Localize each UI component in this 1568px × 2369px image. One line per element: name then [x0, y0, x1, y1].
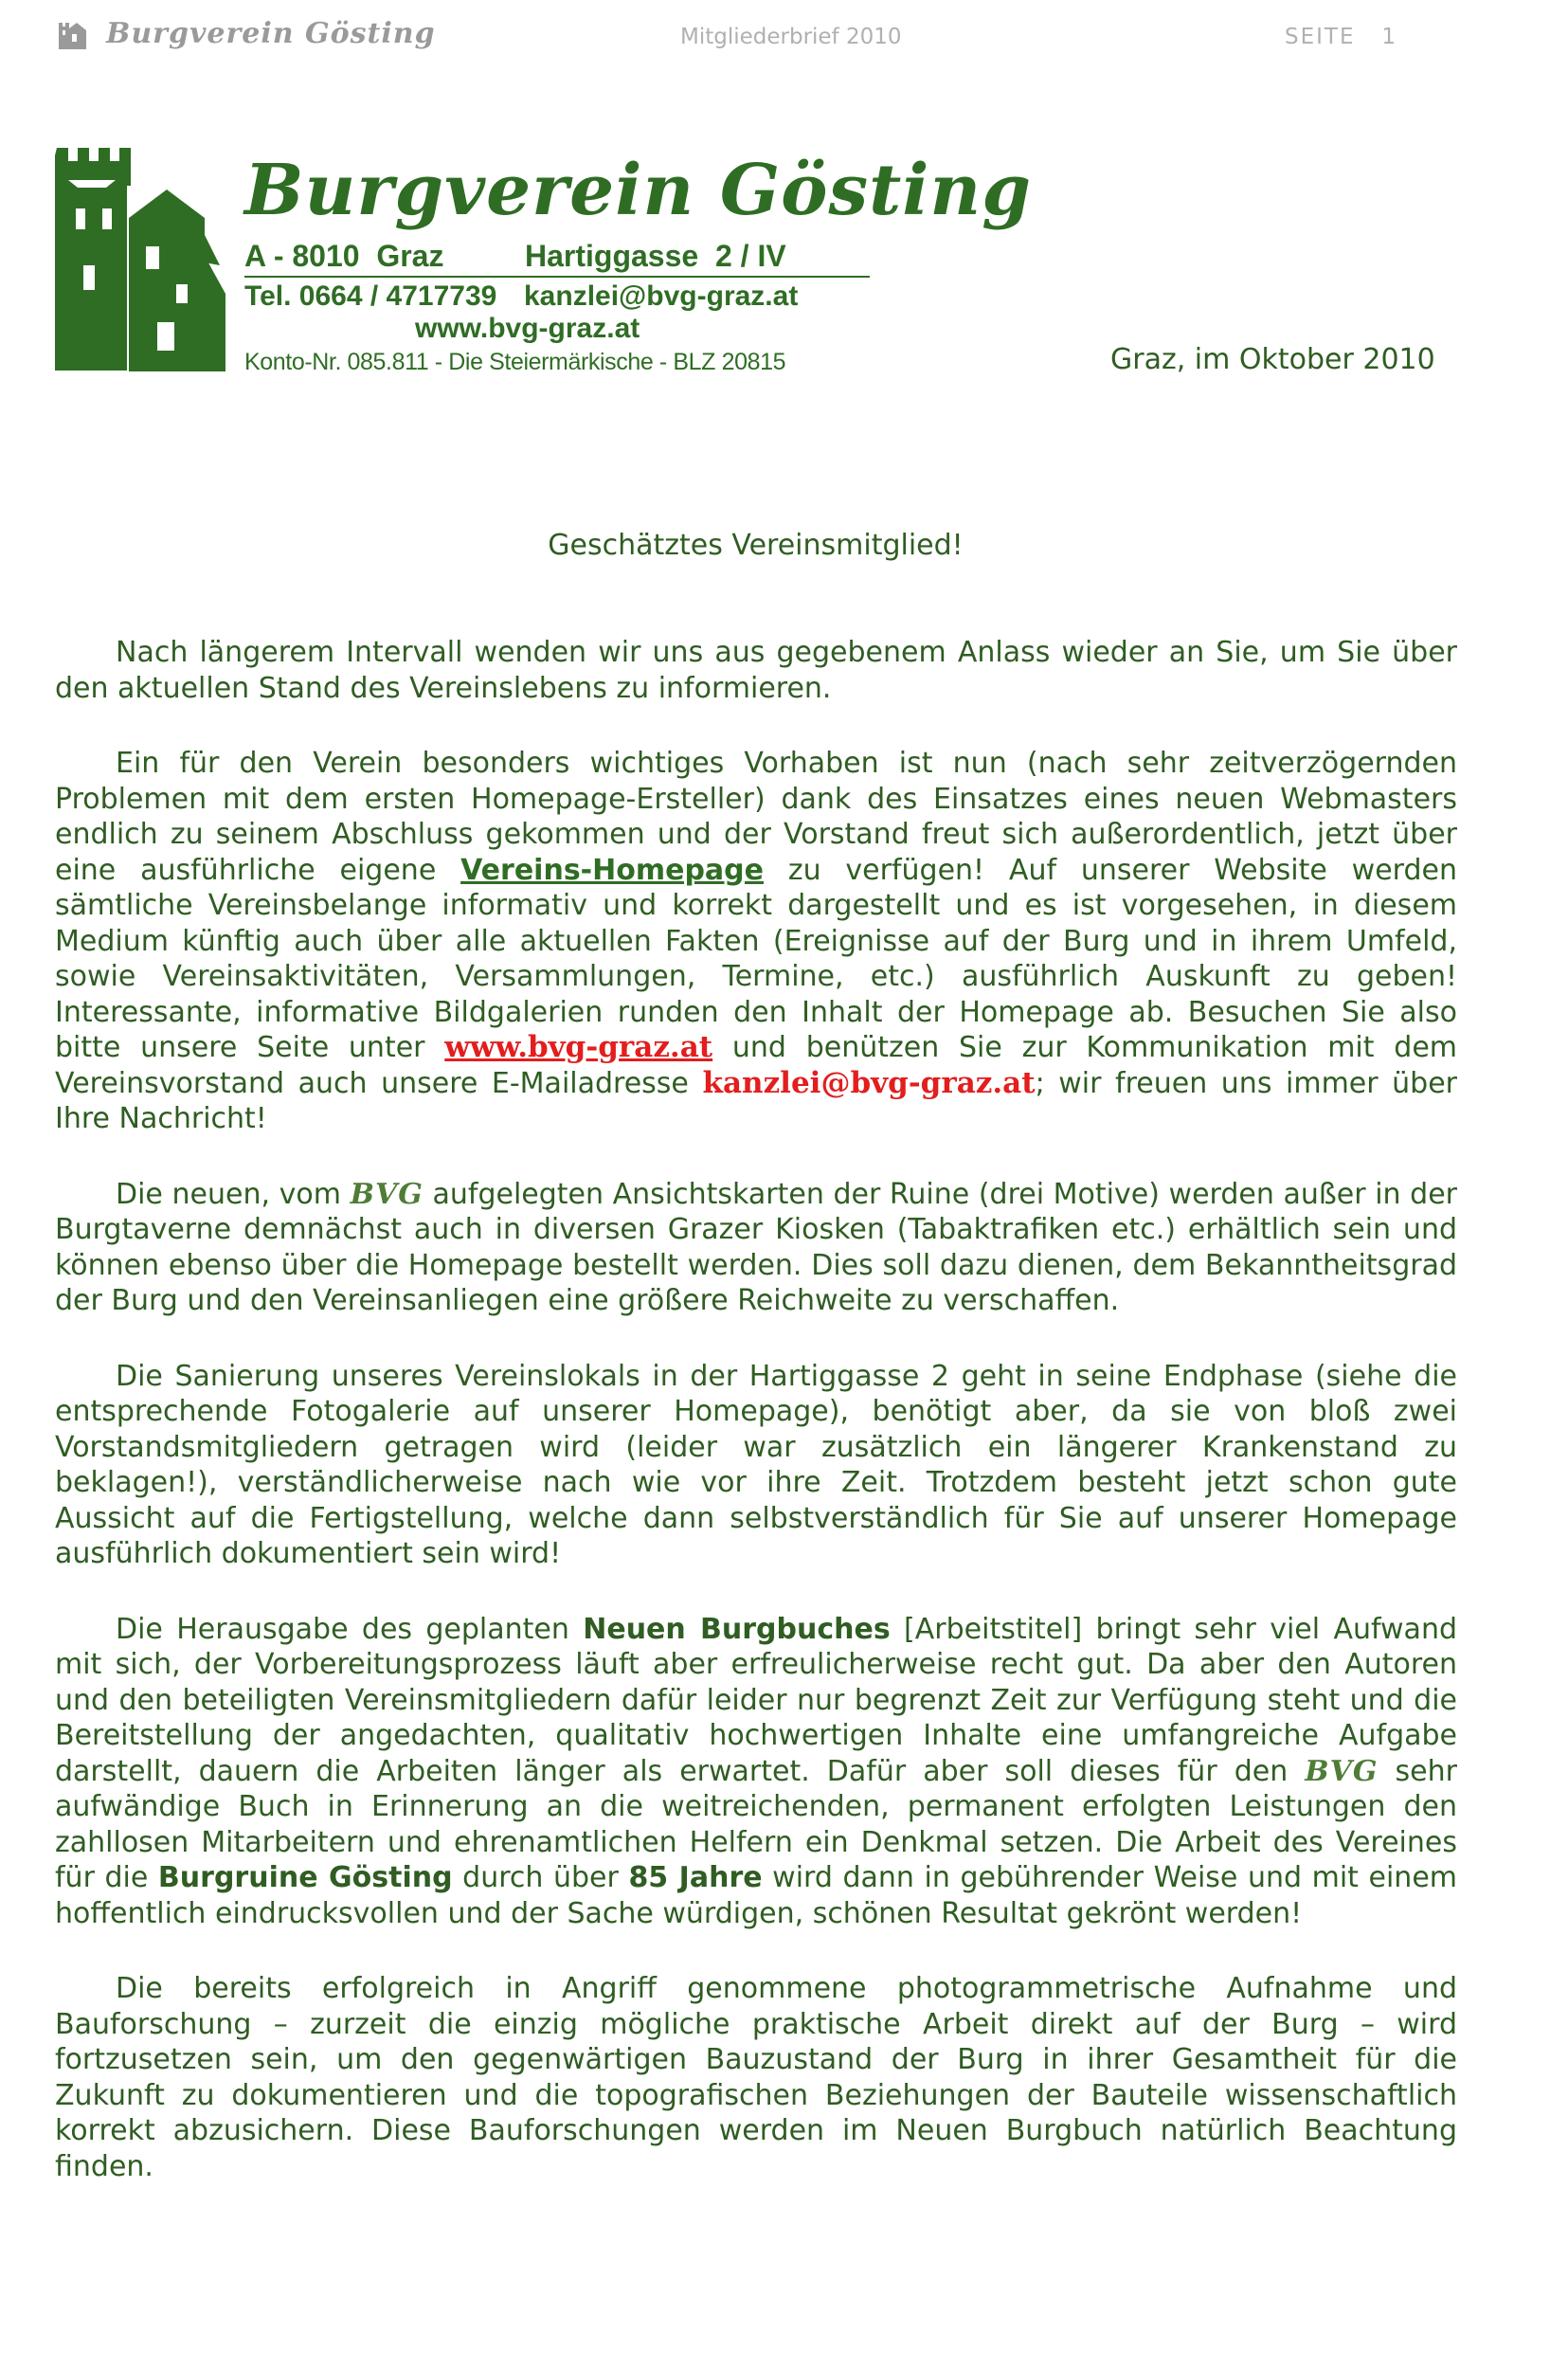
paragraph-intro: Nach längerem Intervall wenden wir uns aus gegebenem Anlass wieder an Sie, um Sie über den aktuellen Stand des Vereinslebens zu informieren.	[55, 636, 1457, 705]
bvg-abbreviation: BVG	[350, 1177, 424, 1211]
letterhead-bank-account: Konto-Nr. 085.811 - Die Steiermärkische - BLZ 20815	[244, 349, 786, 375]
homepage-link[interactable]: Vereins-Homepage	[460, 853, 764, 887]
text: ; wir freuen uns immer über Ihre Nachricht!	[55, 1066, 1458, 1135]
email-link[interactable]: kanzlei@bvg-graz.at	[702, 1065, 1036, 1100]
header-page-number: SEITE 1	[1285, 25, 1398, 49]
paragraph-homepage	[55, 746, 1457, 1137]
letterhead	[55, 142, 1032, 379]
paragraph-building-research: Die bereits erfolgreich in Angriff genommene photogrammetrische Aufnahme und Bauforschung – zurzeit die einzig mögliche praktische Arbeit direkt auf der Burg – wird fortzusetzen sein, um den gegenwärtigen Bauzustand der Burg in ihrer Gesamtheit für die Zukunft zu dokumentieren und die topografischen Beziehungen der Bauteile wissenschaftlich korrekt abzusichern. Diese Bauforschungen werden im Neuen Burgbuch natürlich Beachtung finden.	[55, 1972, 1457, 2183]
text: und benützen Sie zur Kommunikation mit dem Vereinsvorstand auch unsere E-Mailadresse	[55, 1031, 1458, 1100]
bvg-abbreviation: BVG	[1305, 1754, 1379, 1788]
letter-body	[55, 635, 1457, 2224]
letterhead-address	[244, 239, 870, 278]
castle-ruin-name: Burgruine Gösting	[157, 1861, 453, 1894]
text: durch über	[452, 1861, 629, 1894]
paragraph-castle-book	[55, 1612, 1457, 1932]
paragraph-renovation: Die Sanierung unseres Vereinslokals in der Hartiggasse 2 geht in seine Endphase (siehe die entsprechende Fotogalerie auf unserer Homepage), benötigt aber, da sie von bloß zwei Vorstandsmitgliedern getragen wird (leider war zusätzlich ein längerer Krankenstand zu beklagen!), verständlicherweise nach wie vor ihre Zeit. Trotzdem besteht jetzt schon gute Aussicht auf die Fertigstellung, welche dann selbstverständlich für Sie auf unserer Homepage ausführlich dokumentiert sein wird!	[55, 1359, 1457, 1570]
letterhead-club-name: Burgverein Gösting	[244, 150, 1032, 231]
header-club-name: Burgverein Gösting	[106, 17, 436, 50]
header-document-title: Mitgliederbrief 2010	[680, 25, 902, 49]
text: [Arbeitstitel] bringt sehr viel Aufwand mit sich, der Vorbereitungsprozess läuft aber erfreulicherweise recht gut. Da aber den Autoren und den beteiligten Vereinsmitgliedern dafür leider nur begrenzt Zeit zur Verfügung steht und die Bereitstellung der angedachten, qualitativ hochwertigen Inhalte eine umfangreiche Aufgabe darstellt, dauern die Arbeiten länger als erwartet. Dafür aber soll dieses für den	[55, 1612, 1458, 1788]
letterhead-street: Hartiggasse 2 / IV	[525, 239, 786, 273]
book-title: Neuen Burgbuches	[583, 1612, 891, 1646]
letterhead-postcode-city: A - 8010 Graz	[244, 239, 444, 273]
text: zu verfügen! Auf unserer Website werden sämtliche Vereinsbelange informativ und korrekt dargestellt und es ist vorgesehen, in diesem Medium künftig auch über alle aktuellen Fakten (Ereignisse auf der Burg und in ihrem Umfeld, sowie Vereinsaktivitäten, Versammlungen, Termine, etc.) ausführlich Auskunft zu geben! Interessante, informative Bildgalerien runden den Inhalt der Homepage ab. Besuchen Sie also bitte unsere Seite unter	[55, 853, 1457, 1064]
letterhead-website[interactable]: www.bvg-graz.at	[415, 313, 640, 344]
castle-logo-icon	[55, 15, 93, 51]
letterhead-phone: Tel. 0664 / 4717739	[244, 280, 497, 312]
salutation: Geschätztes Vereinsmitglied!	[548, 529, 964, 562]
website-link[interactable]: www.bvg-graz.at	[444, 1030, 713, 1064]
text: aufgelegten Ansichtskarten der Ruine (drei Motive) werden außer in der Burgtaverne demnächst auch in diversen Grazer Kiosken (Tabaktrafiken etc.) erhältlich sein und können ebenso über die Homepage bestellt werden. Dies soll dazu dienen, dem Bekanntheitsgrad der Burg und den Vereinsanliegen eine größere Reichweite zu verschaffen.	[55, 1177, 1457, 1317]
letter-date: Graz, im Oktober 2010	[1110, 343, 1435, 376]
text: wird dann in gebührender Weise und mit einem hoffentlich eindrucksvollen und der Sache würdigen, schönen Resultat gekrönt werden!	[55, 1861, 1457, 1930]
text: Die neuen, vom	[116, 1177, 351, 1211]
letterhead-email[interactable]: kanzlei@bvg-graz.at	[524, 280, 799, 312]
castle-tower-icon	[55, 142, 244, 374]
letterhead-contact	[244, 280, 799, 313]
text: Ein für den Verein besonders wichtiges Vorhaben ist nun (nach sehr zeitverzögernden Problemen mit dem ersten Homepage-Ersteller) dank des Einsatzes eines neuen Webmasters endlich zu seinem Abschluss gekommen und der Vorstand freut sich außerordentlich, jetzt über eine ausführliche eigene	[55, 747, 1457, 887]
text: sehr aufwändige Buch in Erinnerung an die weitreichenden, permanent erfolgten Leistungen den zahllosen Mitarbeitern und ehrenamtlichen Helfern ein Denkmal setzen. Die Arbeit des Vereines für die	[55, 1754, 1457, 1894]
running-header	[0, 13, 1568, 51]
paragraph-postcards	[55, 1177, 1457, 1319]
text: Die Herausgabe des geplanten	[116, 1612, 584, 1646]
years-count: 85 Jahre	[628, 1861, 763, 1894]
